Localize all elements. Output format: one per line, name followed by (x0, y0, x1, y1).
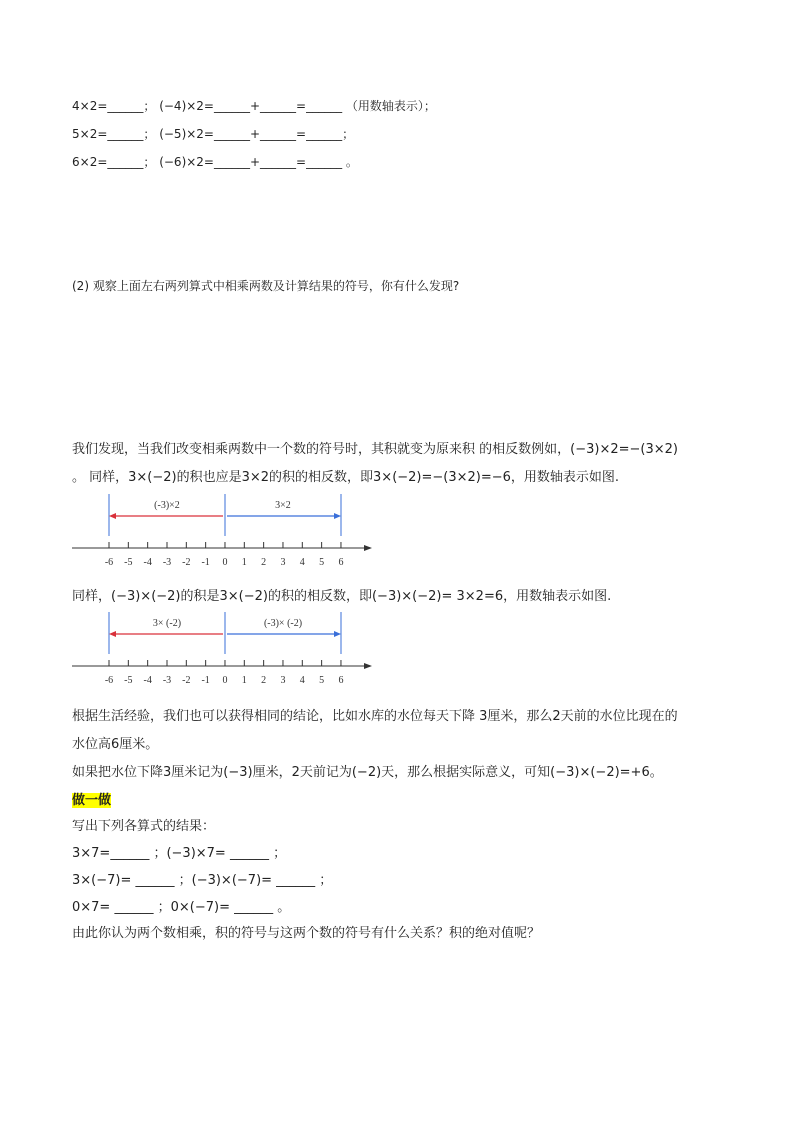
number-line-2 (68, 612, 378, 692)
tick-label: 2 (261, 557, 267, 568)
tick-label: 6 (338, 675, 344, 686)
arrow-left-head (109, 631, 116, 637)
tick-label: 1 (241, 557, 247, 568)
tick-label: 4 (299, 557, 305, 568)
tick-label: 5 (319, 675, 325, 686)
label-right: 3×2 (275, 500, 291, 511)
explain-line-2: 。 同样，3×(−2)的积也应是3×2的积的相反数，即3×(−2)=−(3×2)=−6，用数轴表示如图. (72, 470, 620, 485)
tick-label: -2 (182, 675, 191, 686)
tick-label: -6 (104, 557, 114, 568)
practice-question: 由此你认为两个数相乘，积的符号与这两个数的符号有什么关系？积的绝对值呢？ (72, 926, 541, 941)
tick-label: -4 (143, 675, 152, 686)
question-2: (2) 观察上面左右两列算式中相乘两数及计算结果的符号，你有什么发现? (72, 279, 460, 293)
tick-label: 0 (222, 675, 228, 686)
label-left: (-3)×2 (154, 500, 180, 511)
arrow-right-head (334, 513, 341, 519)
practice-title (72, 789, 111, 808)
equation-row-2: 5×2=______； (−5)×2=______+______=______； (72, 127, 355, 141)
arrow-right-head (334, 631, 341, 637)
tick-label: -5 (124, 675, 133, 686)
life-line-3: 如果把水位下降3厘米记为(−3)厘米，2天前记为(−2)天，那么根据实际意义，可知(−3)×(−2)=+6。 (72, 765, 663, 780)
life-line-1: 根据生活经验，我们也可以获得相同的结论，比如水库的水位每天下降 3厘米，那么2天前的水位比现在的 (72, 709, 678, 724)
label-right: (-3)× (-2) (263, 618, 303, 629)
practice-row-3: 0×7= ______ ；0×(−7)= ______ 。 (72, 900, 291, 915)
practice-row-1: 3×7=______ ；(−3)×7= ______ ； (72, 846, 287, 861)
tick-label: 3 (280, 675, 286, 686)
number-line-1 (68, 494, 378, 574)
tick-label: -3 (162, 557, 172, 568)
tick-label: -4 (143, 557, 152, 568)
axis-arrow (364, 545, 372, 551)
equation-row-3: 6×2=______； (−6)×2=______+______=______ 。 (72, 155, 358, 169)
practice-title-text: 做一做 (72, 793, 112, 808)
tick-label: 2 (261, 675, 267, 686)
practice-row-2: 3×(−7)= ______ ；(−3)×(−7)= ______ ； (72, 873, 333, 888)
arrow-left-head (109, 513, 116, 519)
tick-label: 1 (241, 675, 247, 686)
tick-label: -1 (201, 557, 210, 568)
tick-label: -6 (104, 675, 114, 686)
tick-label: -3 (162, 675, 172, 686)
tick-label: 0 (222, 557, 228, 568)
tick-label: 3 (280, 557, 286, 568)
practice-intro: 写出下列各算式的结果： (72, 819, 216, 834)
label-left: 3× (-2) (152, 618, 182, 629)
explain-line-1: 我们发现，当我们改变相乘两数中一个数的符号时，其积就变为原来积 的相反数例如，(−3)×2=−(3×2) (72, 442, 678, 457)
tick-group (105, 660, 344, 686)
tick-label: -2 (182, 557, 191, 568)
life-line-2: 水位高6厘米。 (72, 737, 159, 752)
tick-label: 5 (319, 557, 325, 568)
same-paragraph: 同样，(−3)×(−2)的积是3×(−2)的积的相反数，即(−3)×(−2)= 3×2=6，用数轴表示如图. (72, 589, 612, 604)
tick-group (105, 542, 344, 568)
tick-label: 4 (299, 675, 305, 686)
equation-row-1: 4×2=______； (−4)×2=______+______=______ （用数轴表示）； (72, 99, 436, 113)
axis-arrow (364, 663, 372, 669)
tick-label: 6 (338, 557, 344, 568)
tick-label: -5 (124, 557, 133, 568)
tick-label: -1 (201, 675, 210, 686)
